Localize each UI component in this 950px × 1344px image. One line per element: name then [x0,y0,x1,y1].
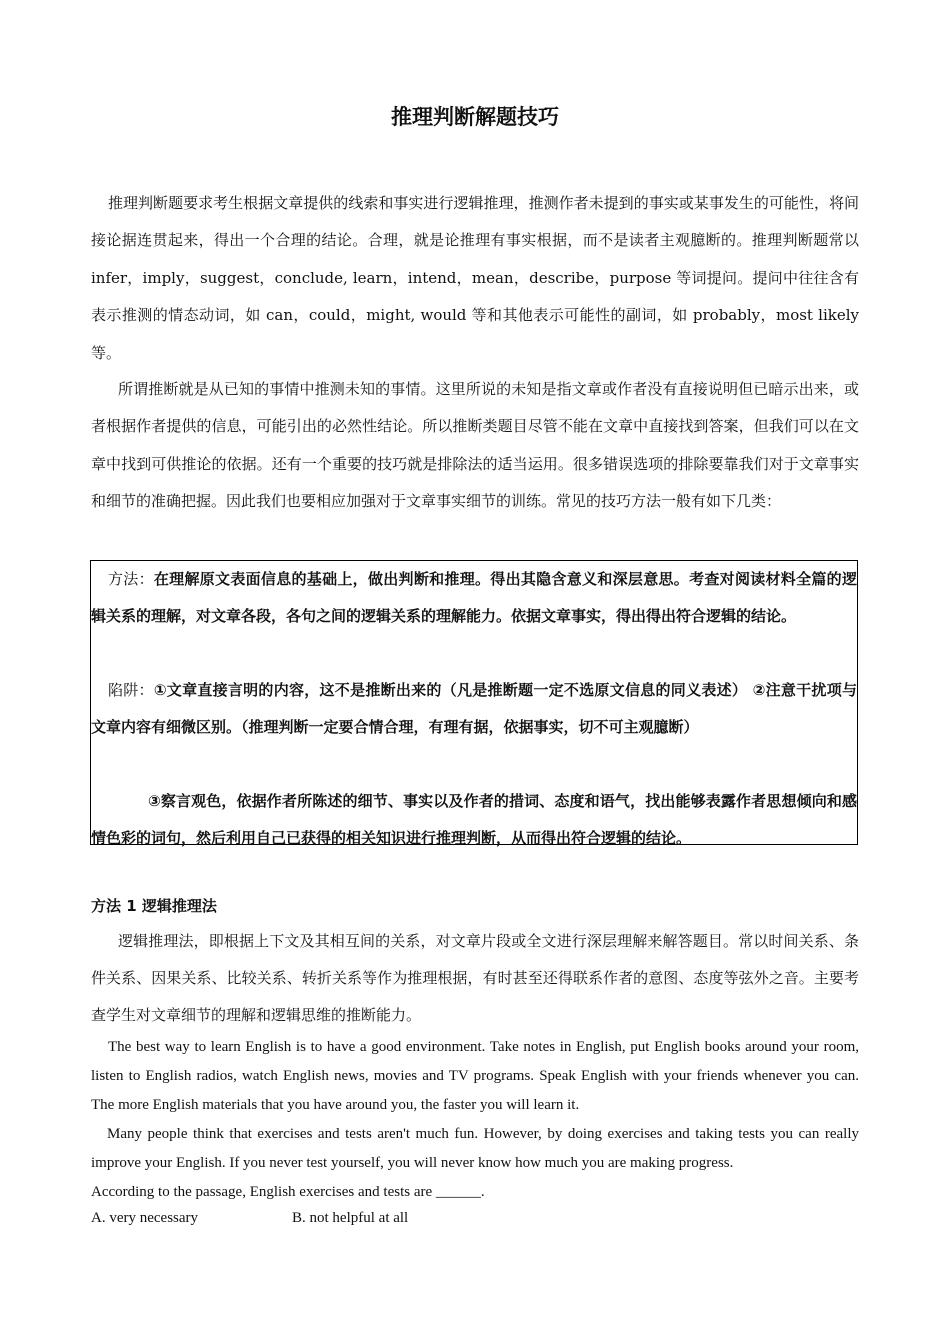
passage-paragraph-2: Many people think that exercises and tests aren't much fun. However, by doing exercises and taking tests you can really improve your English. If you never test yourself, you will never know how much you are making progress. [91,1126,859,1171]
option-a: A. very necessary [91,1210,199,1226]
method-text: 在理解原文表面信息的基础上，做出判断和推理。得出其隐含意义和深层意思。考查对阅读材料全篇的逻辑关系的理解，对文章各段，各句之间的逻辑关系的理解能力。依据文章事实，得出得出符合逻辑的结论。 [91,570,857,626]
method-label: 方法： [108,570,154,588]
method1-heading: 方法 1 逻辑推理法 [91,897,217,915]
question-text: According to the passage, English exercises and tests are ______. [91,1184,485,1200]
method1-description: 逻辑推理法，即根据上下文及其相互间的关系，对文章片段或全文进行深层理解来解答题目。常以时间关系、条件关系、因果关系、比较关系、转折关系等作为推理根据，有时甚至还得联系作者的意图、态度等弦外之音。主要考查学生对文章细节的理解和逻辑思维的推断能力。 [91,932,859,1024]
intro-paragraph-1: 推理判断题要求考生根据文章提供的线索和事实进行逻辑推理，推测作者未提到的事实或某事发生的可能性，将间接论据连贯起来，得出一个合理的结论。合理，就是论推理有事实根据，而不是读者主观臆断的。推理判断题常以 infer，imply，suggest，conclude, learn，intend，mean，describe，purpose 等词提问。提问中往往含有表示推测的情态动词，如 can，could，might, would 等和其他表示可能性的副词，如 probably，most likely 等。 [91,194,859,362]
page-title: 推理判断解题技巧 [391,105,559,129]
tips-box [90,560,858,848]
method-paragraph [91,561,857,636]
passage-paragraph-1: The best way to learn English is to have a good environment. Take notes in English, put English books around your room, listen to English radios, watch English news, movies and TV programs. Speak English with your friends whenever you can. The more English materials that you have around you, the faster you will learn it. [91,1039,859,1113]
trap-paragraph [91,672,857,747]
trap-text: ①文章直接言明的内容，这不是推断出来的（凡是推断题一定不选原文信息的同义表述） ②注意干扰项与文章内容有细微区别。（推理判断一定要合情合理，有理有据，依据事实，切不可主观臆断） [91,681,857,737]
option-b: B. not helpful at all [292,1210,409,1226]
trap-paragraph-3: ③察言观色，依据作者所陈述的细节、事实以及作者的措词、态度和语气，找出能够表露作者思想倾向和感情色彩的词句，然后利用自己已获得的相关知识进行推理判断，从而得出符合逻辑的结论。 [91,792,857,848]
intro-paragraph-2: 所谓推断就是从已知的事情中推测未知的事情。这里所说的未知是指文章或作者没有直接说明但已暗示出来，或者根据作者提供的信息，可能引出的必然性结论。所以推断类题目尽管不能在文章中直接找到答案，但我们可以在文章中找到可供推论的依据。还有一个重要的技巧就是排除法的适当运用。很多错误选项的排除要靠我们对于文章事实和细节的准确把握。因此我们也要相应加强对于文章事实细节的训练。常见的技巧方法一般有如下几类： [91,380,859,511]
trap-label: 陷阱： [108,681,154,699]
